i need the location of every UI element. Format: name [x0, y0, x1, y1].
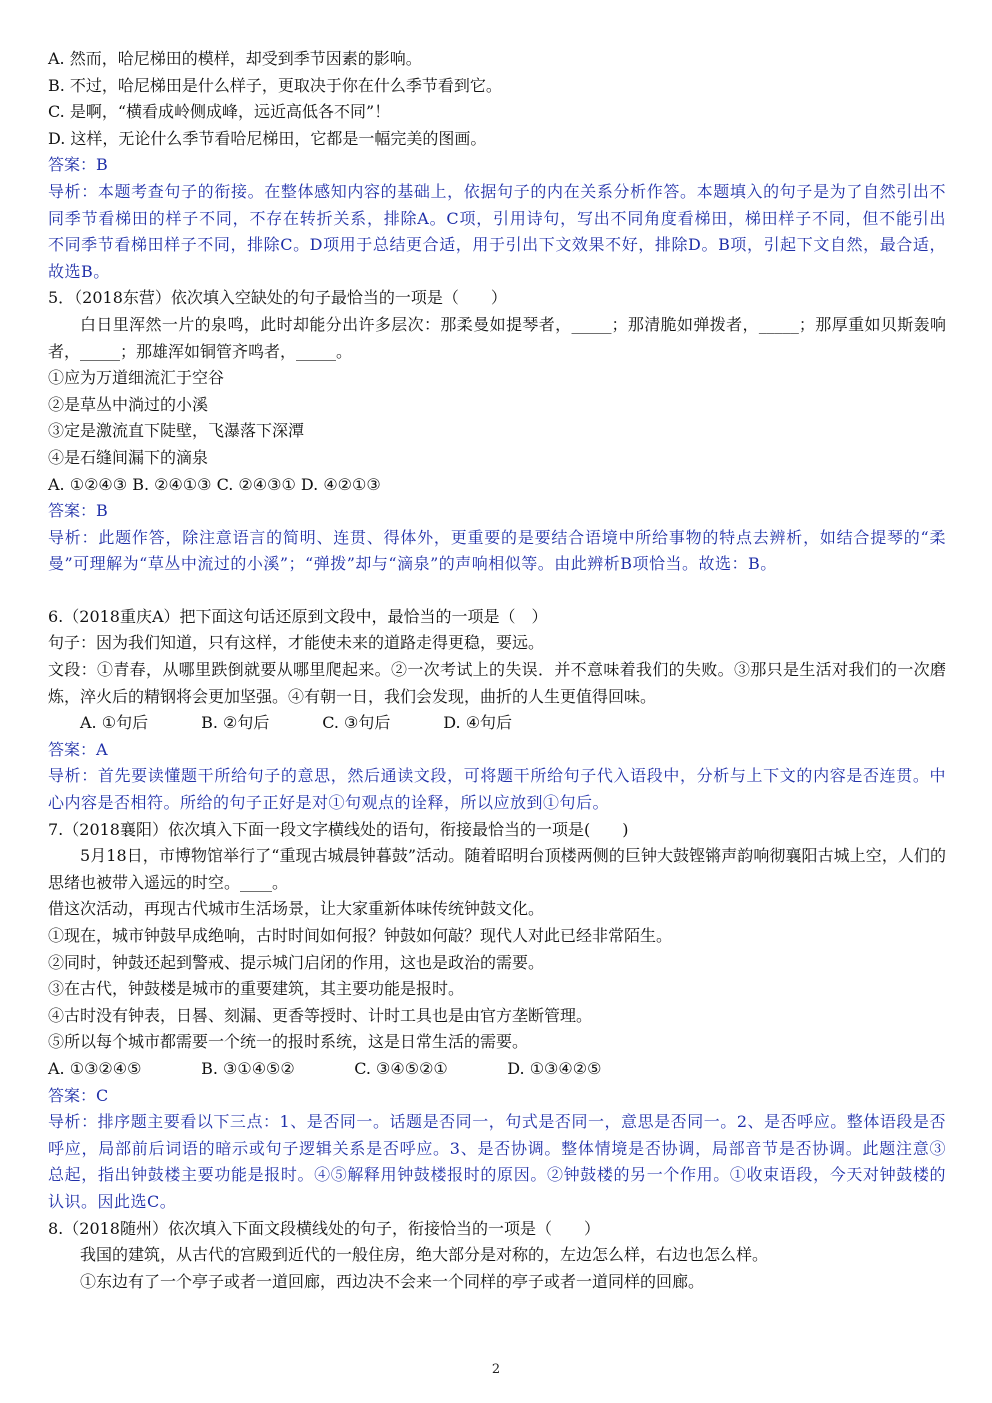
q5-stem: 5．（2018东营）依次填入空缺处的句子最恰当的一项是（ ） — [48, 288, 507, 308]
q7-item-3: ③在古代，钟鼓楼是城市的重要建筑，其主要功能是报时。 — [48, 979, 465, 999]
q6-analysis: 导析：首先要读懂题干所给句子的意思，然后通读文段，可将题干所给句子代入语段中，分析与上下文的内容是否连贯。中心内容是否相符。所给的句子正好是对①句观点的诠释，所以应放到①句后。 — [48, 766, 946, 813]
q5-item-2: ②是草丛中淌过的小溪 — [48, 394, 209, 414]
q8-stem: 8.（2018随州）依次填入下面文段横线处的句子，衔接恰当的一项是（ ） — [48, 1218, 600, 1238]
q5-passage: 白日里浑然一片的泉鸣，此时却能分出许多层次：那柔曼如提琴者，_____；那清脆如弹拨者，_____；那厚重如贝斯轰响者，_____；那雄浑如铜管齐鸣者，_____。 — [48, 314, 946, 361]
q7-analysis: 导析：排序题主要看以下三点：1、是否同一。话题是否同一，句式是否同一，意思是否同一。2、是否呼应。整体语段是否呼应，局部前后词语的暗示或句子逻辑关系是否呼应。3、是否协调。整体情境是否协调，局部音节是否协调。此题注意③总起，指出钟鼓楼主要功能是报时。④⑤解释用钟鼓楼报时的原因。②钟鼓楼的另一个作用。①收束语段，今天对钟鼓楼的认识。因此选C。 — [48, 1112, 946, 1211]
q6-option-d: D. ④句后 — [443, 713, 513, 733]
q6-options — [48, 710, 946, 737]
q7-option-b: B. ③①④⑤② — [201, 1058, 295, 1078]
q5-item-4: ④是石缝间漏下的滴泉 — [48, 447, 209, 467]
q6-sentence: 句子：因为我们知道，只有这样，才能使未来的道路走得更稳，要远。 — [48, 633, 545, 653]
q7-item-1: ①现在，城市钟鼓早成绝响，古时时间如何报？钟鼓如何敲？现代人对此已经非常陌生。 — [48, 926, 673, 945]
q5-answer: 答案：B — [48, 501, 108, 521]
q7-passage: 5月18日，市博物馆举行了“重现古城晨钟暮鼓”活动。随着昭明台顶楼两侧的巨钟大鼓铿锵声韵响彻襄阳古城上空，人们的思绪也被带入遥远的时空。____。 — [48, 846, 946, 892]
q7-item-4: ④古时没有钟表，日晷、刻漏、更香等授时、计时工具也是由官方垄断管理。 — [48, 1005, 593, 1025]
q6-answer: 答案：A — [48, 739, 108, 759]
q8-item-1: ①东边有了一个亭子或者一道回廊，西边决不会来一个同样的亭子或者一道同样的回廊。 — [80, 1271, 705, 1291]
q6-stem: 6.（2018重庆A）把下面这句话还原到文段中，最恰当的一项是（ ） — [48, 606, 548, 626]
q5-analysis: 导析：此题作答，除注意语言的简明、连贯、得体外，更重要的是要结合语境中所给事物的特点去辨析，如结合提琴的“柔曼”可理解为“草丛中流过的小溪”；“弹拨”却与“滴泉”的声响相似等。由此辨析B项恰当。故选：B。 — [48, 527, 946, 574]
q7-option-a: A. ①③②④⑤ — [48, 1058, 142, 1078]
q4-option-b: B. 不过，哈尼梯田是什么样子，更取决于你在什么季节看到它。 — [48, 75, 502, 95]
q6-option-b: B. ②句后 — [201, 713, 270, 733]
q6-option-c: C. ③句后 — [322, 713, 391, 733]
q7-option-c: C. ③④⑤②① — [354, 1058, 448, 1078]
q6-passage: 文段：①青春，从哪里跌倒就要从哪里爬起来。②一次考试上的失误．并不意味着我们的失败。③那只是生活对我们的一次磨炼，淬火后的精钢将会更加坚强。④有朝一日，我们会发现，曲折的人生更值得回味。 — [48, 660, 946, 706]
q4-option-a: A. 然而，哈尼梯田的模样，却受到季节因素的影响。 — [48, 49, 422, 68]
q7-answer: 答案：C — [48, 1085, 109, 1105]
q7-options — [48, 1056, 946, 1083]
q7-item-2: ②同时，钟鼓还起到警戒、提示城门启闭的作用，这也是政治的需要。 — [48, 952, 545, 972]
q7-stem: 7.（2018襄阳）依次填入下面一段文字横线处的语句，衔接最恰当的一项是( ) — [48, 819, 629, 839]
q8-passage: 我国的建筑，从古代的宫殿到近代的一般住房，绝大部分是对称的，左边怎么样，右边也怎么样。 — [80, 1245, 769, 1265]
q5-item-1: ①应为万道细流汇于空谷 — [48, 368, 225, 388]
q4-option-d: D. 这样，无论什么季节看哈尼梯田，它都是一幅完美的图画。 — [48, 128, 487, 148]
q7-passage-continued: 借这次活动，再现古代城市生活场景，让大家重新体味传统钟鼓文化。 — [48, 899, 545, 919]
page-number: 2 — [491, 1362, 501, 1377]
q4-option-c: C. 是啊，“横看成岭侧成峰，远近高低各不同”！ — [48, 102, 391, 122]
q5-item-3: ③定是激流直下陡壁，飞瀑落下深潭 — [48, 421, 305, 441]
q6-option-a: A. ①句后 — [80, 713, 149, 733]
spacer — [48, 578, 946, 604]
q5-options: A. ①②④③ B. ②④①③ C. ②④③① D. ④②①③ — [48, 474, 381, 494]
q4-answer: 答案：B — [48, 155, 108, 175]
q7-item-5: ⑤所以每个城市都需要一个统一的报时系统，这是日常生活的需要。 — [48, 1032, 529, 1052]
q4-analysis: 导析：本题考查句子的衔接。在整体感知内容的基础上，依据句子的内在关系分析作答。本题填入的句子是为了自然引出不同季节看梯田的样子不同，不存在转折关系，排除A。C项，引用诗句，写出不同角度看梯田，梯田样子不同，但不能引出不同季节看梯田样子不同，排除C。D项用于总结更合适，用于引出下文效果不好，排除D。B项，引起下文自然，最合适，故选B。 — [48, 181, 946, 281]
document-page — [48, 46, 946, 1295]
q7-option-d: D. ①③④②⑤ — [507, 1058, 602, 1078]
